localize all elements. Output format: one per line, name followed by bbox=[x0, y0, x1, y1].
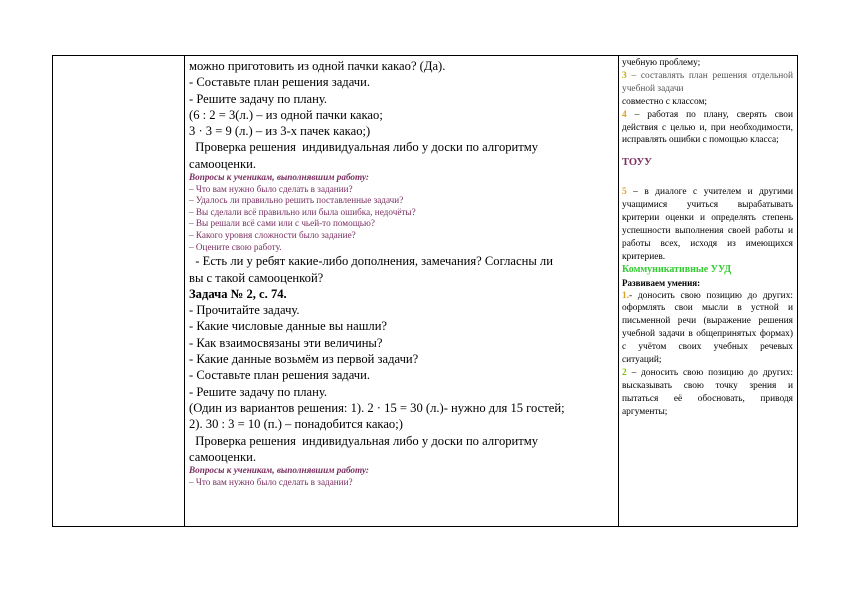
subheading: Развиваем умения: bbox=[622, 277, 701, 288]
item-number: 5 bbox=[622, 187, 627, 198]
text-line: - Составьте план решения задачи. bbox=[189, 368, 371, 383]
uud-cell bbox=[619, 56, 798, 527]
question-line: – Какого уровня сложности было задание? bbox=[189, 230, 356, 241]
text-line: самооценки. bbox=[189, 156, 256, 171]
uud-text: учебную проблему; bbox=[622, 58, 701, 68]
uud-text: совместно с классом; bbox=[622, 96, 708, 107]
questions-heading: Вопросы к ученикам, выполнявшим работу: bbox=[189, 465, 369, 476]
item-number: 2 bbox=[622, 367, 627, 378]
item-number: 1. bbox=[622, 290, 630, 301]
text-line: 2). 30 : 3 = 10 (п.) – понадобится какао;) bbox=[189, 417, 403, 432]
section-heading-touu: ТОУУ bbox=[622, 157, 652, 169]
text-line: - Прочитайте задачу. bbox=[189, 303, 300, 318]
text-line: - Какие данные возьмём из первой задачи? bbox=[189, 352, 419, 367]
text-line: - Есть ли у ребят какие-либо дополнения, замечания? Согласны ли bbox=[189, 254, 553, 269]
uud-text: - доносить свою позицию до других: оформлять свои мысли в устной и письменной речи (выражение решения учебной задачи в общепринятых формах) с учётом своих учебных речевых ситуаций; bbox=[622, 290, 793, 366]
text-line: - Как взаимосвязаны эти величины? bbox=[189, 335, 383, 350]
question-line: – Оцените свою работу. bbox=[189, 241, 282, 252]
text-line: можно приготовить из одной пачки какао? (Да). bbox=[189, 59, 446, 73]
uud-item bbox=[622, 70, 793, 96]
questions-heading: Вопросы к ученикам, выполнявшим работу: bbox=[189, 172, 369, 183]
uud-text: – доносить свою позицию до других: высказывать свою точку зрения и пытаться её обосновать, приводя аргументы; bbox=[622, 367, 793, 417]
task-heading: Задача № 2, с. 74. bbox=[189, 286, 287, 301]
text-line: 3 · 3 = 9 (л.) – из 3-х пачек какао;) bbox=[189, 124, 371, 139]
text-line: - Какие числовые данные вы нашли? bbox=[189, 319, 388, 334]
question-line: – Что вам нужно было сделать в задании? bbox=[189, 183, 353, 194]
uud-item bbox=[622, 290, 793, 367]
text-line: самооценки. bbox=[189, 449, 256, 464]
uud-text: – в диалоге с учителем и другими учащимися учиться вырабатывать критерии оценки и определять степень успешности выполнения своей работы и работы всех, исходя из имеющихся критериев. bbox=[622, 187, 793, 262]
text-line: Проверка решения индивидуальная либо у доски по алгоритму bbox=[189, 433, 539, 448]
section-heading-communicative: Коммуникативные УУД bbox=[622, 263, 732, 275]
text-line: - Решите задачу по плану. bbox=[189, 91, 328, 106]
text-line: - Решите задачу по плану. bbox=[189, 384, 328, 399]
uud-text: – работая по плану, сверять свои действия с целью и, при необходимости, исправлять ошибки с помощью класса; bbox=[622, 109, 793, 146]
uud-text: – составлять план решения отдельной учебной задачи bbox=[622, 70, 793, 94]
uud-item bbox=[622, 186, 793, 263]
question-line: – Вы сделали всё правильно или была ошибка, недочёты? bbox=[189, 206, 416, 217]
teacher-activity-cell bbox=[185, 56, 619, 527]
table-row bbox=[53, 56, 798, 527]
question-line: – Что вам нужно было сделать в задании? bbox=[189, 476, 353, 487]
text-line: (6 : 2 = 3(л.) – из одной пачки какао; bbox=[189, 107, 383, 122]
uud-item bbox=[622, 109, 793, 148]
question-line: – Вы решали всё сами или с чьей-то помощью? bbox=[189, 218, 375, 229]
item-number: 3 bbox=[622, 70, 627, 81]
text-line: - Составьте план решения задачи. bbox=[189, 75, 371, 90]
item-number: 4 bbox=[622, 109, 627, 120]
text-line: Проверка решения индивидуальная либо у доски по алгоритму bbox=[189, 140, 539, 155]
stage-cell bbox=[53, 56, 185, 527]
text-line: вы с такой самооценкой? bbox=[189, 270, 324, 285]
question-line: – Удалось ли правильно решить поставленные задачи? bbox=[189, 195, 404, 206]
text-line: (Один из вариантов решения: 1). 2 · 15 = 30 (л.)- нужно для 15 гостей; bbox=[189, 400, 565, 415]
uud-item bbox=[622, 367, 793, 419]
lesson-table bbox=[52, 55, 798, 527]
